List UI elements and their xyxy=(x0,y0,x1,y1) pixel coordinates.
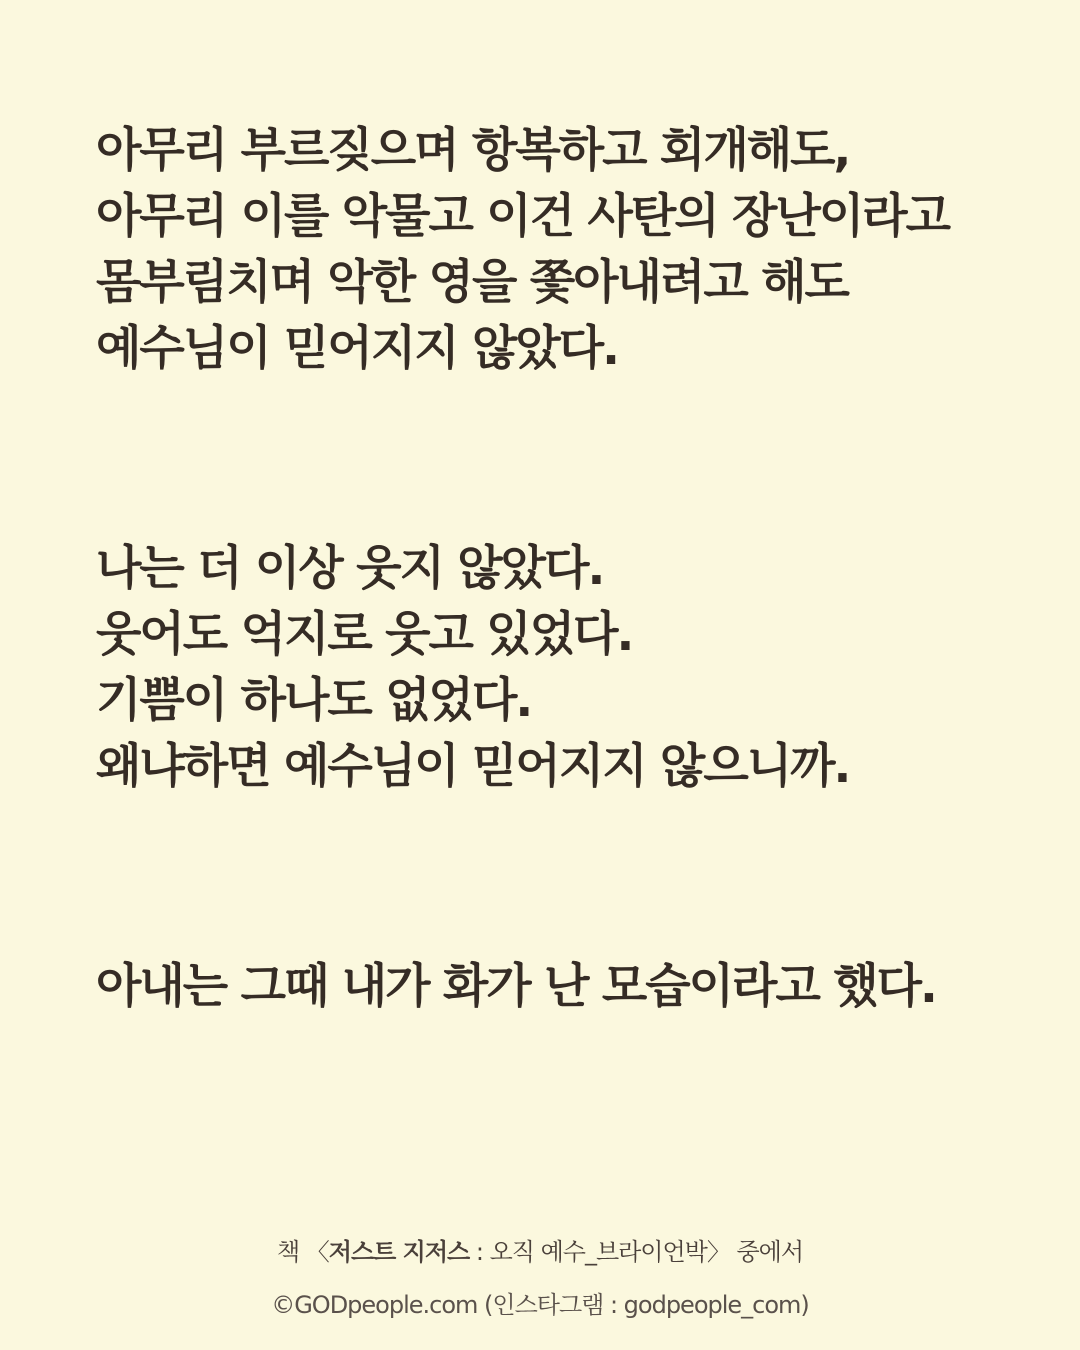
quote-line: 몸부림치며 악한 영을 쫓아내려고 해도 xyxy=(96,255,848,310)
quote-line: 나는 더 이상 웃지 않았다. xyxy=(96,541,604,596)
quote-line: 왜냐하면 예수님이 믿어지지 않으니까. xyxy=(96,739,850,794)
quote-line: 아무리 부르짖으며 항복하고 회개해도, xyxy=(96,123,850,178)
quote-line: 아무리 이를 악물고 이건 사탄의 장난이라고 xyxy=(96,189,950,244)
quote-line: 웃어도 억지로 웃고 있었다. xyxy=(96,607,633,662)
quote-line: 기쁨이 하나도 없었다. xyxy=(96,673,532,728)
stanza-gap xyxy=(96,382,1036,536)
quote-line: 예수님이 믿어지지 않았다. xyxy=(96,321,619,376)
copyright-credit: ©GODpeople.com (인스타그램 : godpeople_com) xyxy=(271,1291,809,1319)
book-title: 저스트 지저스 xyxy=(328,1238,470,1266)
stanza-gap xyxy=(96,800,1036,954)
quote-line: 아내는 그때 내가 화가 난 모습이라고 했다. xyxy=(96,959,936,1014)
quote-block xyxy=(96,118,1036,1020)
source-prefix: 책 〈 xyxy=(276,1238,329,1266)
book-source xyxy=(0,1232,1080,1267)
source-rest: : 오직 예수_브라이언박〉 중에서 xyxy=(469,1238,804,1266)
